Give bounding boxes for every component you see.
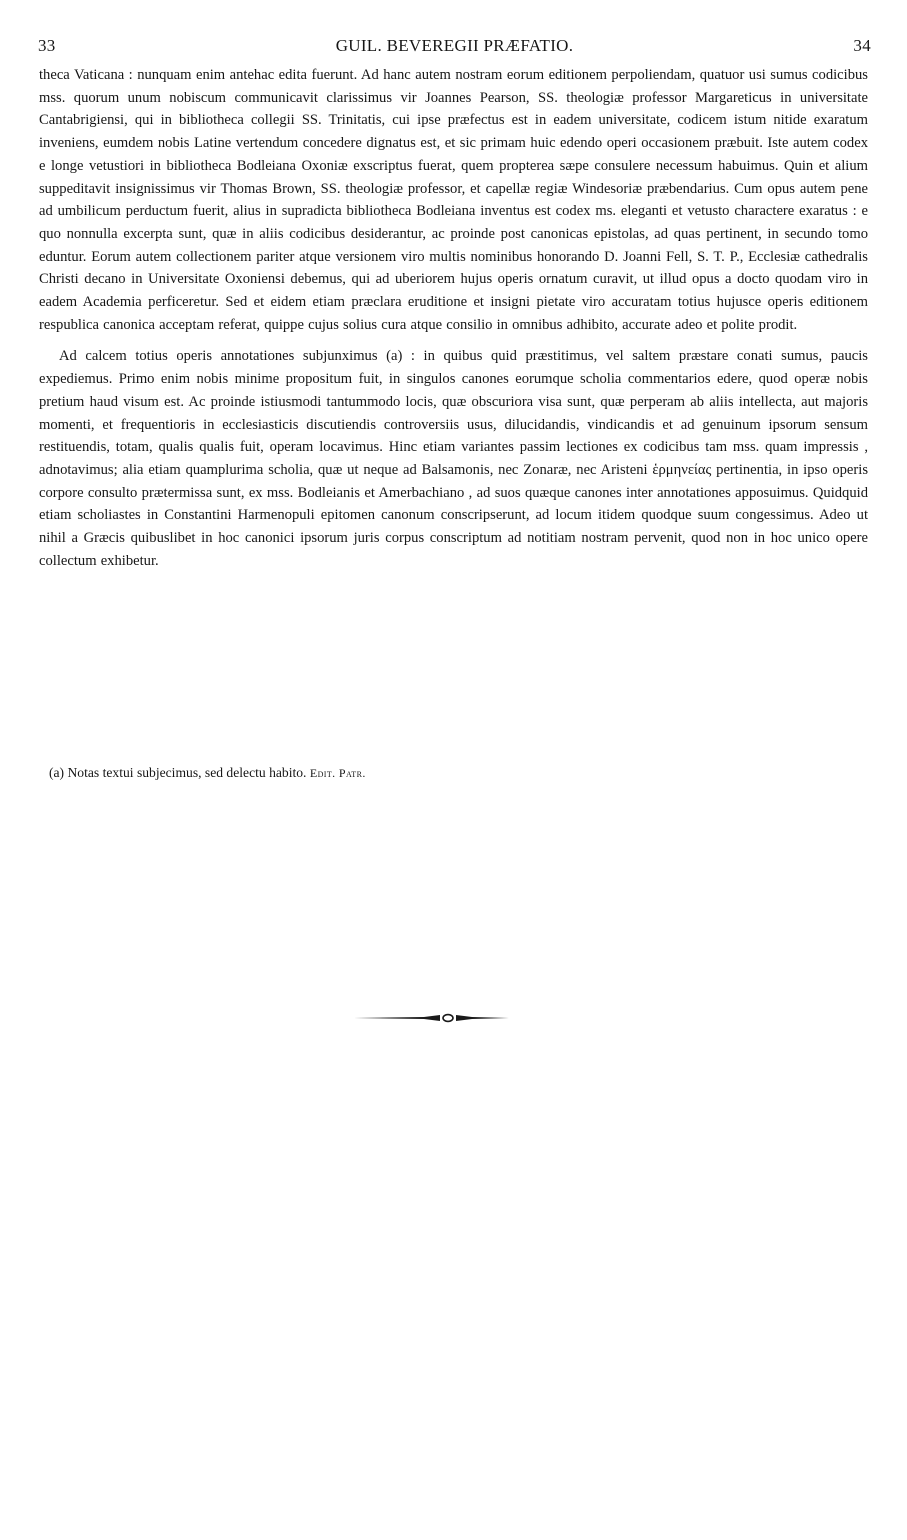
footnote-editor: Edit. Patr.	[309, 766, 366, 780]
paragraph-2: Ad calcem totius operis annotationes subjunximus (a) : in quibus quid præstitimus, vel saltem præstare conati sumus, paucis expediemus. Primo enim nobis minime propositum fuit, in singulos canones eorumque scholia commentarios edere, quod operæ nobis pretium haud visum est. Ac proinde istiusmodi tantummodo locis, quæ obscuriora visa sunt, quæ perperam ab aliis intellecta, aut majoris momenti, et frequentioris in ecclesiasticis discutiendis controversiis usus, dilucidandis, vindicandis et ad genuinum ipsorum sensum restituendis, totam, qualis qualis fuit, operam locavimus. Hinc etiam variantes passim lectiones ex codicibus tam mss. quam impressis , adnotavimus; alia etiam quamplurima scholia, quæ ut neque ad Balsamonis, nec Zonaræ, nec Aristeni ἑρμηνείας pertinentia, in ipso operis corpore consulto prætermissa sunt, ex mss. Bodleianis et Amerbachiano , ad suos quæque canones inter annotationes apposuimus. Quidquid etiam scholiastes in Constantini Harmenopuli epitomen canonum conscripserunt, ad locum itidem quodque suum congessimus. Adeo ut nihil a Græcis quibuslibet in hoc canonici ipsorum juris corpus conscriptum ad notitiam nostram pervenit, quod non in hoc unico opere collectum exhibetur.	[39, 348, 868, 569]
running-title: GUIL. BEVEREGII PRÆFATIO.	[335, 36, 574, 55]
footnote	[49, 764, 869, 782]
ornamental-rule-icon	[352, 1009, 512, 1027]
paragraph-1: theca Vaticana : nunquam enim antehac edita fuerunt. Ad hanc autem nostram eorum editionem perpoliendam, quatuor usi sumus codicibus mss. quorum unum nobiscum communicavit clarissimus vir Joannes Pearson, SS. theologiæ professor Margareticus in universitate Cantabrigiensi, qui in bibliotheca collegii SS. Trinitatis, cui ipse præfectus est in eadem universitate, codicem istum nitide exaratum inveniens, eumdem nobis Latine vertendum concedere dignatus est, et sic primam huic edendo operi occasionem præbuit. Iste autem codex e longe vetustiori in bibliotheca Bodleiana Oxoniæ exscriptus fuerat, quem propterea sæpe consulere necessum habuimus. Quin et alium suppeditavit insignissimus vir Thomas Brown, SS. theologiæ professor, et capellæ regiæ Windesoriæ præbendarius. Cum opus autem pene ad umbilicum perductum fuerit, alius in supradicta bibliotheca Bodleiana inventus est codex ms. eleganti et vetusto charactere exaratus : e quo nonnulla excerpta sunt, quæ in aliis codicibus desiderantur, ac proinde post canonicas epistolas, ad quas pertinent, in secundo tomo eduntur. Eorum autem collectionem pariter atque versionem viro multis nominibus honorando D. Joanni Fell, S. T. P., Ecclesiæ cathedralis Christi decano in Universitate Oxoniensi debemus, qui ad uberiorem hujus operis ornatum curavit, ut illud opus a docto quodam viro in eadem Academia perficeretur. Sed et eidem etiam præclara eruditione et insigni pietate viro accuratam totius hujusce operis editionem respublica canonica acceptam referat, quippe cujus solius cura atque consilio in omnibus adhibito, accurate adeo et polite prodit.	[39, 67, 868, 333]
footnote-text: (a) Notas textui subjecimus, sed delectu habito.	[49, 765, 307, 780]
body-text	[39, 64, 868, 572]
page-number-left: 33	[38, 36, 56, 55]
page-number-right: 34	[853, 36, 871, 55]
running-head	[38, 36, 871, 58]
